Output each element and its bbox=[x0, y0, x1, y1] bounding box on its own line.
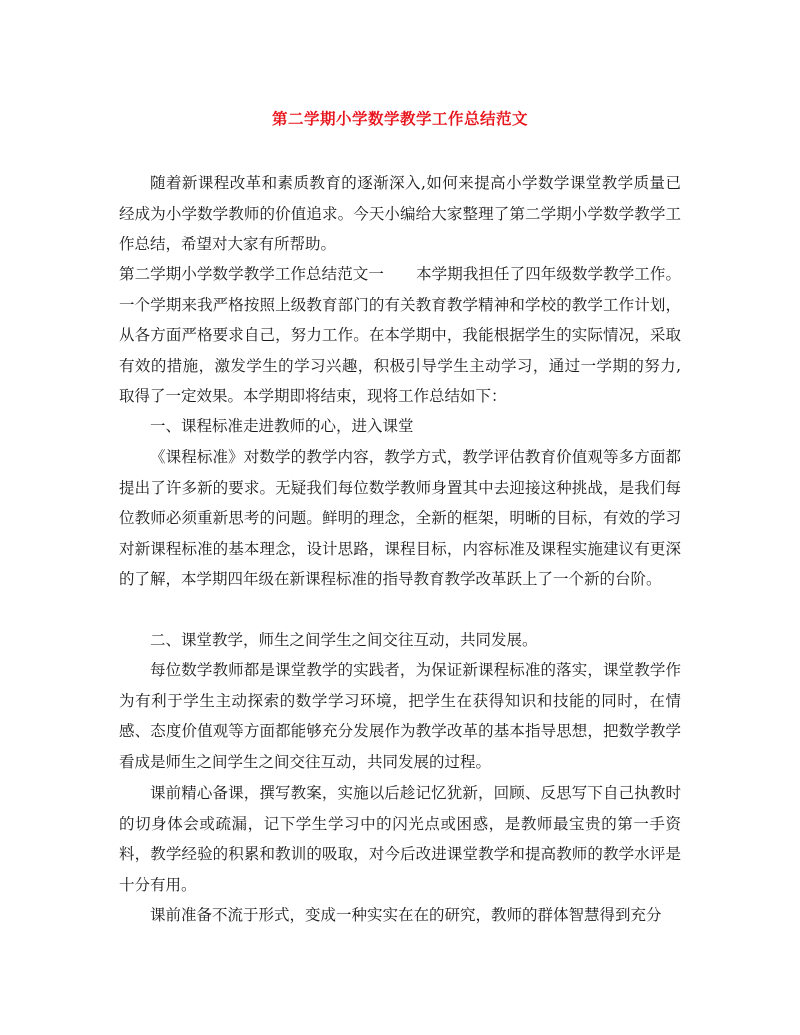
section-one-body: 本学期我担任了四年级数学教学工作。一个学期来我严格按照上级教育部门的有关教育教学精神和学校的教学工作计划，从各方面严格要求自己，努力工作。在本学期中，我能根据学生的实际情况，采取有效的措施，激发学生的学习兴趣，积极引导学生主动学习，通过一学期的努力,取得了一定效果。本学期即将结束，现将工作总结如下： bbox=[119, 265, 681, 405]
heading-one: 一、课程标准走进教师的心，进入课堂 bbox=[150, 417, 414, 435]
last-paragraph: 课前准备不流于形式，变成一种实实在在的研究，教师的群体智慧得到充分 bbox=[150, 906, 662, 924]
section-one-label: 第二学期小学数学教学工作总结范文一 bbox=[119, 265, 384, 283]
document-title: 第二学期小学数学教学工作总结范文 bbox=[271, 109, 528, 128]
curriculum-paragraph: 《课程标准》对数学的教学内容，教学方式，教学评估教育价值观等多方面都提出了许多新的要求。无疑我们每位数学教师身置其中去迎接这种挑战，是我们每位教师必须重新思考的问题。鲜明的理念，全新的框架，明晰的目标，有效的学习对新课程标准的基本理念，设计思路，课程目标，内容标准及课程实施建议有更深的了解，本学期四年级在新课程标准的指导教育教学改革跃上了一个新的台阶。 bbox=[119, 448, 681, 588]
practice-paragraph: 每位数学教师都是课堂教学的实践者，为保证新课程标准的落实，课堂教学作为有利于学生主动探索的数学学习环境，把学生在获得知识和技能的同时，在情感、态度价值观等方面都能够充分发展作为教学改革的基本指导思想，把数学教学看成是师生之间学生之间交往互动，共同发展的过程。 bbox=[119, 661, 681, 771]
prep-paragraph: 课前精心备课，撰写教案，实施以后趁记忆犹新，回顾、反思写下自己执教时的切身体会或疏漏，记下学生学习中的闪光点或困惑，是教师最宝贵的第一手资料，教学经验的积累和教训的吸取，对今后改进课堂教学和提高教师的教学水评是十分有用。 bbox=[119, 784, 681, 894]
intro-paragraph: 随着新课程改革和素质教育的逐渐深入,如何来提高小学数学课堂教学质量已经成为小学数学教师的价值追求。今天小编给大家整理了第二学期小学数学教学工作总结，希望对大家有所帮助。 bbox=[119, 174, 681, 253]
section-one-paragraph bbox=[119, 259, 681, 412]
heading-two: 二、课堂教学，师生之间学生之间交往互动，共同发展。 bbox=[150, 631, 538, 649]
